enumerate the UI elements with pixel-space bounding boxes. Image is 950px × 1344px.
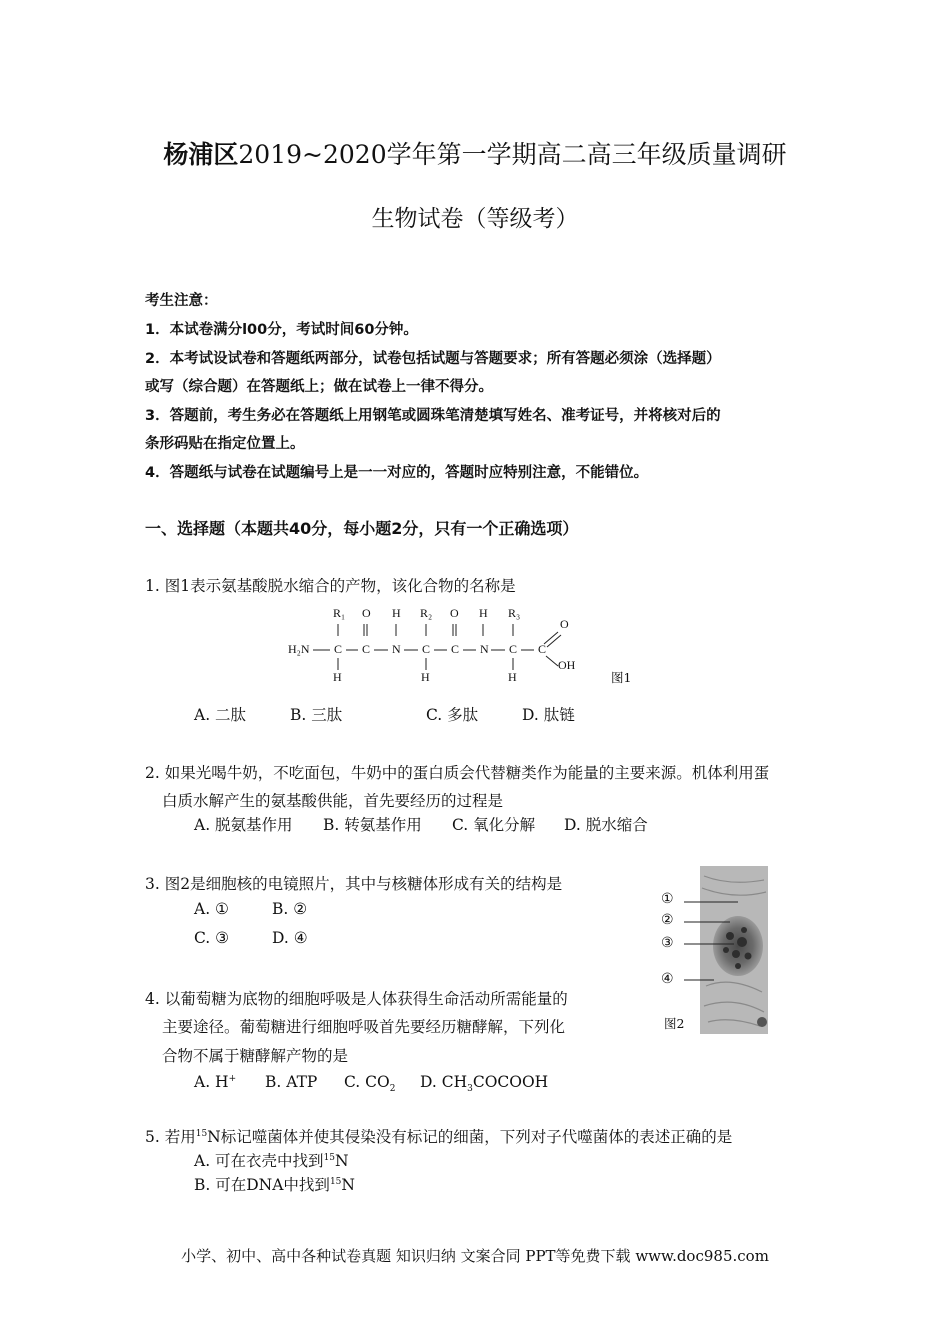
- o-label: O: [560, 617, 569, 631]
- question-1-stem: 1. 图1表示氨基酸脱水缩合的产物，该化合物的名称是: [145, 577, 516, 595]
- notice-line: 或写（综合题）在答题纸上；做在试卷上一律不得分。: [145, 379, 493, 395]
- q1-option-c[interactable]: C. 多肽: [426, 706, 479, 724]
- q3-option-c[interactable]: C. ③: [194, 929, 230, 947]
- question-2-stem-cont: 白质水解产生的氨基酸供能，首先要经历的过程是: [162, 792, 504, 810]
- h-label: H: [508, 670, 517, 684]
- n-label: N: [392, 642, 401, 656]
- h-label: H: [421, 670, 430, 684]
- title-rest: 2019~2020学年第一学期高二高三年级质量调研: [238, 140, 787, 169]
- q5-option-b[interactable]: B. 可在DNA中找到$^{15}$N: [194, 1176, 355, 1194]
- question-4-stem-cont: 主要途径。葡萄糖进行细胞呼吸首先要经历糖酵解，下列化: [162, 1018, 566, 1036]
- c-label: C: [422, 642, 431, 656]
- figure-2-marker-2: ②: [661, 912, 674, 928]
- notice-line: 3．答题前，考生务必在答题纸上用钢笔或圆珠笔清楚填写姓名、准考证号，并将核对后的: [145, 408, 721, 424]
- q3-option-b[interactable]: B. ②: [272, 900, 308, 918]
- figure-2-label: 图2: [664, 1016, 685, 1031]
- q5-option-a[interactable]: A. 可在衣壳中找到$^{15}$N: [194, 1152, 349, 1170]
- question-5-stem: 5. 若用$^{15}$N标记噬菌体并使其侵染没有标记的细菌，下列对子代噬菌体的表述正确的是: [145, 1128, 733, 1146]
- figure-2-marker-3: ③: [661, 935, 674, 951]
- figure-1-label: 图1: [611, 670, 632, 685]
- c-label: C: [538, 642, 547, 656]
- q2-option-d[interactable]: D. 脱水缩合: [564, 816, 648, 834]
- r2-label: R₂: [420, 606, 433, 620]
- q1-option-a[interactable]: A. 二肽: [194, 706, 247, 724]
- exam-subtitle: 生物试卷（等级考）: [371, 206, 579, 232]
- c-label: C: [451, 642, 460, 656]
- q4-option-d[interactable]: D. $CH_3COCOOH$: [420, 1073, 549, 1095]
- q3-option-d[interactable]: D. ④: [272, 929, 308, 947]
- q1-option-d[interactable]: D. 肽链: [522, 706, 575, 724]
- notice-heading: 考生注意：: [145, 293, 218, 309]
- figure-2-marker-1: ①: [661, 891, 674, 907]
- c-label: C: [509, 642, 518, 656]
- q2-option-b[interactable]: B. 转氨基作用: [323, 816, 422, 834]
- h-label: H: [333, 670, 342, 684]
- h-label: H: [392, 606, 401, 620]
- q3-option-a[interactable]: A. ①: [194, 900, 229, 918]
- figure-2-leader-lines: [680, 890, 740, 1000]
- notice-line: 1．本试卷满分l00分，考试时间60分钟。: [145, 322, 418, 338]
- exam-title: [0, 135, 950, 171]
- question-2-stem: 2. 如果光喝牛奶，不吃面包，牛奶中的蛋白质会代替糖类作为能量的主要来源。机体利用蛋: [145, 764, 770, 782]
- c-label: C: [362, 642, 371, 656]
- q2-option-a[interactable]: A. 脱氨基作用: [194, 816, 293, 834]
- question-4-stem-cont: 合物不属于糖酵解产物的是: [162, 1047, 349, 1065]
- q1-option-b[interactable]: B. 三肽: [290, 706, 343, 724]
- o-label: O: [362, 606, 371, 620]
- question-4-stem: 4. 以葡萄糖为底物的细胞呼吸是人体获得生命活动所需能量的: [145, 990, 568, 1008]
- r1-label: R₁: [333, 606, 346, 620]
- page-footer: 小学、初中、高中各种试卷真题 知识归纳 文案合同 PPT等免费下载 www.doc985.com: [181, 1247, 769, 1265]
- oh-label: OH: [558, 658, 576, 672]
- n-label: N: [480, 642, 489, 656]
- notice-line: 2．本考试设试卷和答题纸两部分，试卷包括试题与答题要求；所有答题必须涂（选择题）: [145, 351, 721, 367]
- c-label: C: [334, 642, 343, 656]
- question-3-stem: 3. 图2是细胞核的电镜照片，其中与核糖体形成有关的结构是: [145, 875, 563, 893]
- peptide-structure-figure: [280, 600, 640, 690]
- q2-option-c[interactable]: C. 氧化分解: [452, 816, 536, 834]
- section-title: 一、选择题（本题共40分，每小题2分，只有一个正确选项）: [145, 519, 579, 538]
- h-label: H: [479, 606, 488, 620]
- h2n-label: H₂N: [288, 642, 310, 656]
- o-label: O: [450, 606, 459, 620]
- figure-2-marker-4: ④: [661, 971, 674, 987]
- q4-option-c[interactable]: C. $CO_2$: [344, 1073, 396, 1095]
- notice-line: 4．答题纸与试卷在试题编号上是一一对应的，答题时应特别注意，不能错位。: [145, 465, 649, 481]
- r3-label: R₃: [508, 606, 521, 620]
- district-name: 杨浦区: [163, 140, 239, 169]
- q4-option-a[interactable]: A. H+: [194, 1073, 237, 1091]
- q4-option-b[interactable]: B. ATP: [265, 1073, 318, 1091]
- notice-line: 条形码贴在指定位置上。: [145, 436, 305, 452]
